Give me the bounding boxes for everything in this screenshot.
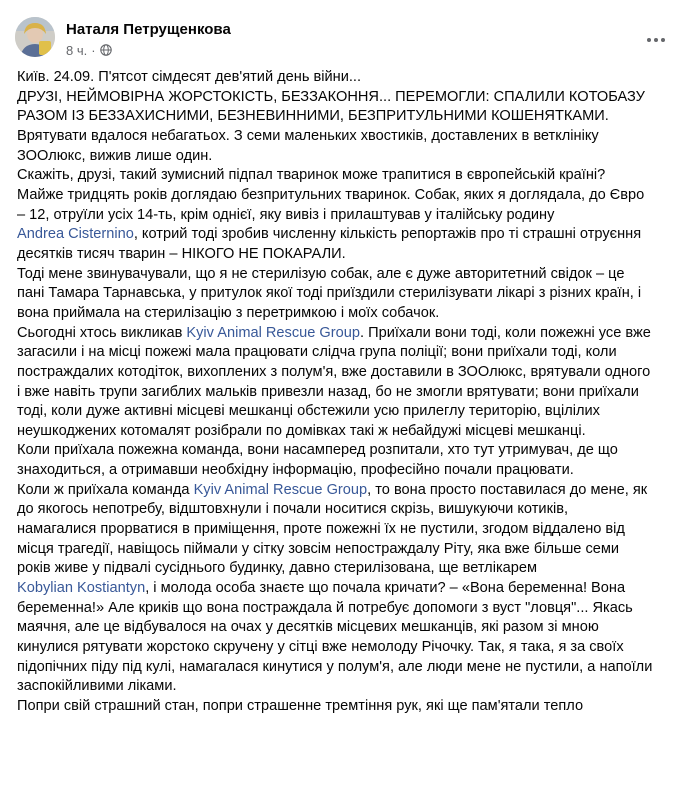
mention-link[interactable]: Kyiv Animal Rescue Group [193, 481, 368, 498]
post-line [17, 265, 679, 285]
post-line [17, 579, 679, 599]
meta-separator: · [91, 42, 96, 58]
post-text-segment: неушкоджених котомалят розібрали по домівках такі ж небайдужі місцеві мешканці. [17, 422, 586, 439]
mention-link[interactable]: Kobylian Kostiantyn [17, 580, 146, 597]
post-text-segment: до якогось непотребу, відштовхнули і почали носитися скрізь, вишукуючи котиків, [17, 501, 568, 518]
mention-link[interactable]: Kyiv Animal Rescue Group [186, 324, 360, 341]
more-options-icon [646, 30, 666, 48]
post-text-segment: і вже навіть трупи загиблих мальків привезли назад, бо не змогли врятувати; вони приїхали [17, 383, 639, 400]
post-text-segment: знаходиться, а отримавши необхідну інформацію, професійно почали працювати. [17, 462, 574, 479]
post-line [17, 186, 679, 206]
post-line [17, 383, 679, 403]
globe-icon[interactable] [100, 44, 112, 56]
mention-link[interactable]: Andrea Cisternino [17, 226, 134, 243]
post-line [17, 127, 679, 147]
post-line [17, 658, 679, 678]
post-line [17, 206, 679, 226]
post-text-segment: тоді, коли дуже активні місцеві мешканці обстежили усю прилеглу територію, вцілілих [17, 403, 600, 420]
post-line [17, 500, 679, 520]
post-line [17, 343, 679, 363]
post-text-segment: Врятувати вдалося небагатьох. З семи маленьких хвостиків, доставлених в ветклініку [17, 127, 599, 144]
post-text-segment: Скажіть, друзі, такий зумисний підпал тваринок може трапитися в європейській країні? [17, 167, 606, 184]
post-text-segment: Майже тридцять років доглядаю безпритульних тваринок. Собак, яких я доглядала, до Євро [17, 186, 645, 203]
post-text-segment: Київ. 24.09. П'ятсот сімдесят дев'ятий день війни... [17, 69, 362, 85]
post-text-segment: ДРУЗІ, НЕЙМОВІРНА ЖОРСТОКІСТЬ, БЕЗЗАКОННЯ... ПЕРЕМОГЛИ: СПАЛИЛИ КОТОБАЗУ [17, 88, 645, 105]
post-line [17, 107, 679, 127]
post-text-segment: заспокійливими ліками. [17, 678, 177, 695]
post-line [17, 88, 679, 108]
more-options-button[interactable] [641, 24, 671, 54]
post-line [17, 245, 679, 265]
post-line [17, 304, 679, 324]
post-text-segment: постраждалих котодіток, вихоплених з полум'я, вже доставили в ЗООлюкс, врятували одного [17, 363, 651, 380]
post-text-segment: Коли приїхала пожежна команда, вони насамперед розпитали, хто тут утримувач, де що [17, 442, 618, 459]
post-line [17, 68, 679, 88]
post-text-segment: загасили і на місці пожежі мала працювати слідча група поліції; вони приїхали тоді, коли [17, 344, 617, 361]
post-line [17, 402, 679, 422]
post-text-segment: Коли ж приїхала команда [17, 481, 194, 498]
post-meta [66, 42, 112, 58]
post-line [17, 599, 679, 619]
post-text-segment: , і молода особа знаєте що почала кричати? – «Вона беременна! Вона [145, 580, 626, 597]
post-line [17, 638, 679, 658]
post-line [17, 461, 679, 481]
post-line [17, 225, 679, 245]
post-line [17, 559, 679, 579]
post-text-segment: підопічних піду під кулі, намагалася кинутися у полум'я, але люди мене не пустили, а напоїли [17, 658, 653, 675]
post-line [17, 166, 679, 186]
post-text-segment: Тоді мене звинувачували, що я не стерилізую собак, але є дуже авторитетний свідок – це [17, 265, 625, 282]
post-text-segment: – 12, отруїли усіх 14-ть, крім однієї, яку вивіз і прилаштував у італійську родину [17, 206, 555, 223]
post-text-segment: РАЗОМ ІЗ БЕЗЗАХИСНИМИ, БЕЗНЕВИННИМИ, БЕЗПРИТУЛЬНИМИ КОШЕНЯТКАМИ. [17, 108, 609, 125]
post-text-segment: маячня, але це відбувалося на очах у десятків місцевих мешканців, які разом зі мною [17, 619, 599, 636]
post-text-segment: десятків тисяч тварин – НІКОГО НЕ ПОКАРАЛИ. [17, 245, 346, 262]
post-line [17, 324, 679, 344]
author-avatar[interactable] [15, 17, 55, 57]
post-text-segment: ЗООлюкс, вижив лише один. [17, 147, 213, 164]
post-text-segment: , котрий тоді зробив численну кількість репортажів про ті страшні отруєння [133, 226, 642, 243]
post-line [17, 697, 679, 717]
post-line [17, 363, 679, 383]
post-text-segment: вона приймала на стерилізацію з перетримкою і моїх собачок. [17, 304, 440, 321]
post-text-segment: місця трагедії, навіщось піймали у сітку зовсім непостраждалу Ріту, яка вже більше семи [17, 540, 620, 557]
post-header [0, 0, 691, 66]
post-text-segment: кинулися рятувати жорстоко скручену у сітці вже немолоду Річочку. Так, я така, я за своїх [17, 639, 624, 656]
post-text-segment: намагалися прорватися в приміщення, проте пожежні їх не пустили, згодом віддалено від [17, 521, 625, 538]
post-line [17, 520, 679, 540]
post-line [17, 618, 679, 638]
post-line [17, 422, 679, 442]
post-line [17, 540, 679, 560]
post-line [17, 147, 679, 167]
post-text-segment: . Приїхали вони тоді, коли пожежні усе вже [360, 324, 651, 341]
post-line [17, 284, 679, 304]
post-text-segment: років живе у підвалі сусіднього будинку, давно стерилізована, ще ветлікарем [17, 560, 538, 577]
post-text-segment: беременна!» Але криків що вона постраждала й потребує допомоги з вуст "ловця"... Якась [17, 599, 633, 616]
post-text [17, 68, 679, 717]
post-timestamp[interactable]: 8 ч. [66, 42, 88, 58]
post-text-segment: пані Тамара Тарнавська, у притулок якої тоді приїздили стерилізувати лікарі з різних країн, і [17, 285, 642, 302]
post-line [17, 677, 679, 697]
author-name[interactable]: Наталя Петрущенкова [66, 21, 231, 38]
post-line [17, 441, 679, 461]
post-text-segment: Попри свій страшний стан, попри страшенне тремтіння рук, які ще пам'ятали тепло [17, 698, 584, 714]
post-text-segment: , то вона просто поставилася до мене, як [367, 481, 648, 498]
post-line [17, 481, 679, 501]
post-text-segment: Сьогодні хтось викликав [17, 324, 187, 341]
